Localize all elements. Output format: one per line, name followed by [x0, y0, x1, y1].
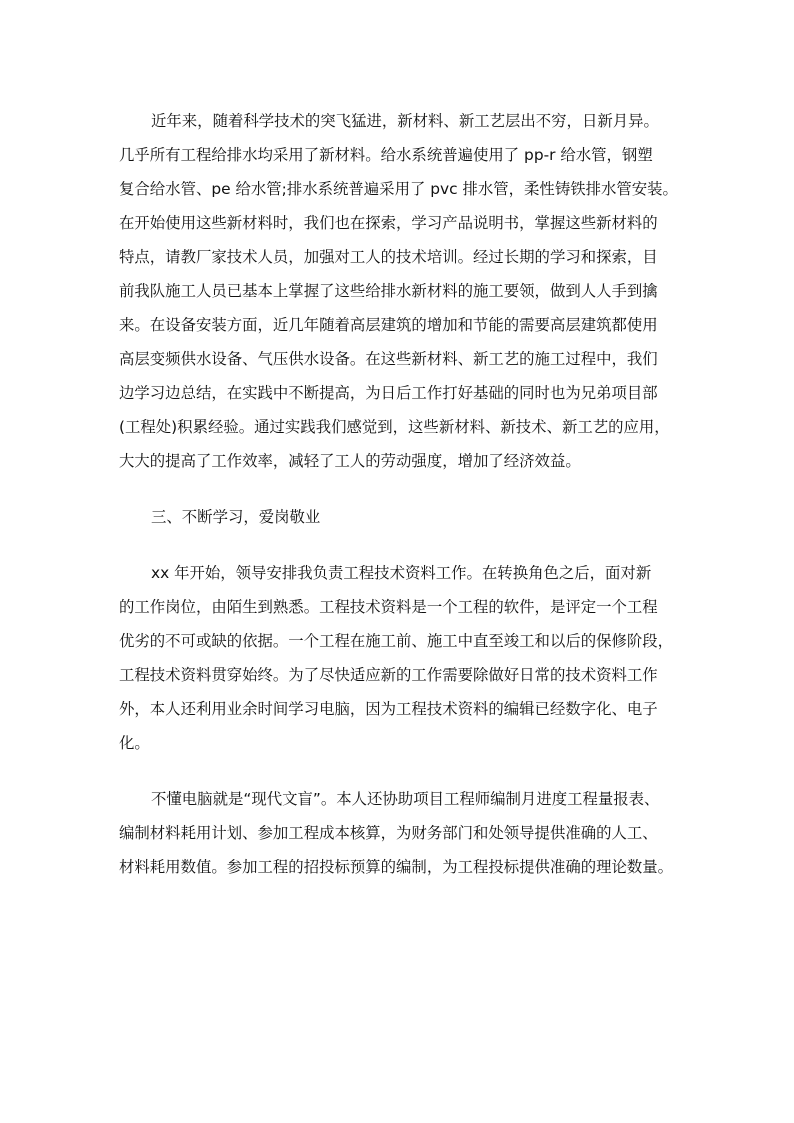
paragraph-line: 工程技术资料贯穿始终。为了尽快适应新的工作需要除做好日常的技术资料工作 — [119, 666, 658, 684]
paragraph-computer-skills — [119, 782, 677, 884]
paragraph-line: 几乎所有工程给排水均采用了新材料。给水系统普遍使用了 pp-r 给水管，钢塑 — [119, 146, 653, 164]
paragraph-line: 在开始使用这些新材料时，我们也在探索，学习产品说明书，掌握这些新材料的 — [119, 214, 658, 232]
paragraph-spacer — [119, 478, 677, 500]
paragraph-line: 的工作岗位，由陌生到熟悉。工程技术资料是一个工程的软件，是评定一个工程 — [119, 598, 658, 616]
paragraph-line: 复合给水管、pe 给水管;排水系统普遍采用了 pvc 排水管，柔性铸铁排水管安装。 — [119, 180, 678, 198]
paragraph-spacer — [119, 760, 677, 782]
paragraph-line: xx 年开始，领导安排我负责工程技术资料工作。在转换角色之后，面对新 — [151, 564, 652, 582]
paragraph-new-materials — [119, 104, 677, 478]
paragraph-technical-documents — [119, 556, 677, 760]
paragraph-line: 特点，请教厂家技术人员，加强对工人的技术培训。经过长期的学习和探索，目 — [119, 248, 658, 266]
paragraph-line: 不懂电脑就是“现代文盲”。本人还协助项目工程师编制月进度工程量报表、 — [151, 790, 660, 808]
paragraph-line: (工程处)积累经验。通过实践我们感觉到，这些新材料、新技术、新工艺的应用， — [119, 418, 670, 436]
section-heading: 三、不断学习，爱岗敬业 — [151, 508, 321, 526]
paragraph-line: 高层变频供水设备、气压供水设备。在这些新材料、新工艺的施工过程中，我们 — [119, 350, 658, 368]
paragraph-line: 近年来，随着科学技术的突飞猛进，新材料、新工艺层出不穷，日新月异。 — [151, 112, 659, 130]
paragraph-line: 边学习边总结，在实践中不断提高，为日后工作打好基础的同时也为兄弟项目部 — [119, 384, 658, 402]
paragraph-spacer — [119, 534, 677, 556]
paragraph-line: 外，本人还利用业余时间学习电脑，因为工程技术资料的编辑已经数字化、电子 — [119, 700, 658, 718]
paragraph-line: 前我队施工人员已基本上掌握了这些给排水新材料的施工要领，做到人人手到擒 — [119, 282, 658, 300]
paragraph-line: 材料耗用数值。参加工程的招投标预算的编制，为工程投标提供准确的理论数量。 — [119, 858, 674, 876]
paragraph-line: 来。在设备安装方面，近几年随着高层建筑的增加和节能的需要高层建筑都使用 — [119, 316, 658, 334]
paragraph-line: 编制材料耗用计划、参加工程成本核算，为财务部门和处领导提供准确的人工、 — [119, 824, 658, 842]
paragraph-line: 化。 — [119, 734, 150, 752]
paragraph-line: 优劣的不可或缺的依据。一个工程在施工前、施工中直至竣工和以后的保修阶段， — [119, 632, 674, 650]
document-body — [119, 104, 677, 884]
paragraph-line: 大大的提高了工作效率，减轻了工人的劳动强度，增加了经济效益。 — [119, 452, 581, 470]
